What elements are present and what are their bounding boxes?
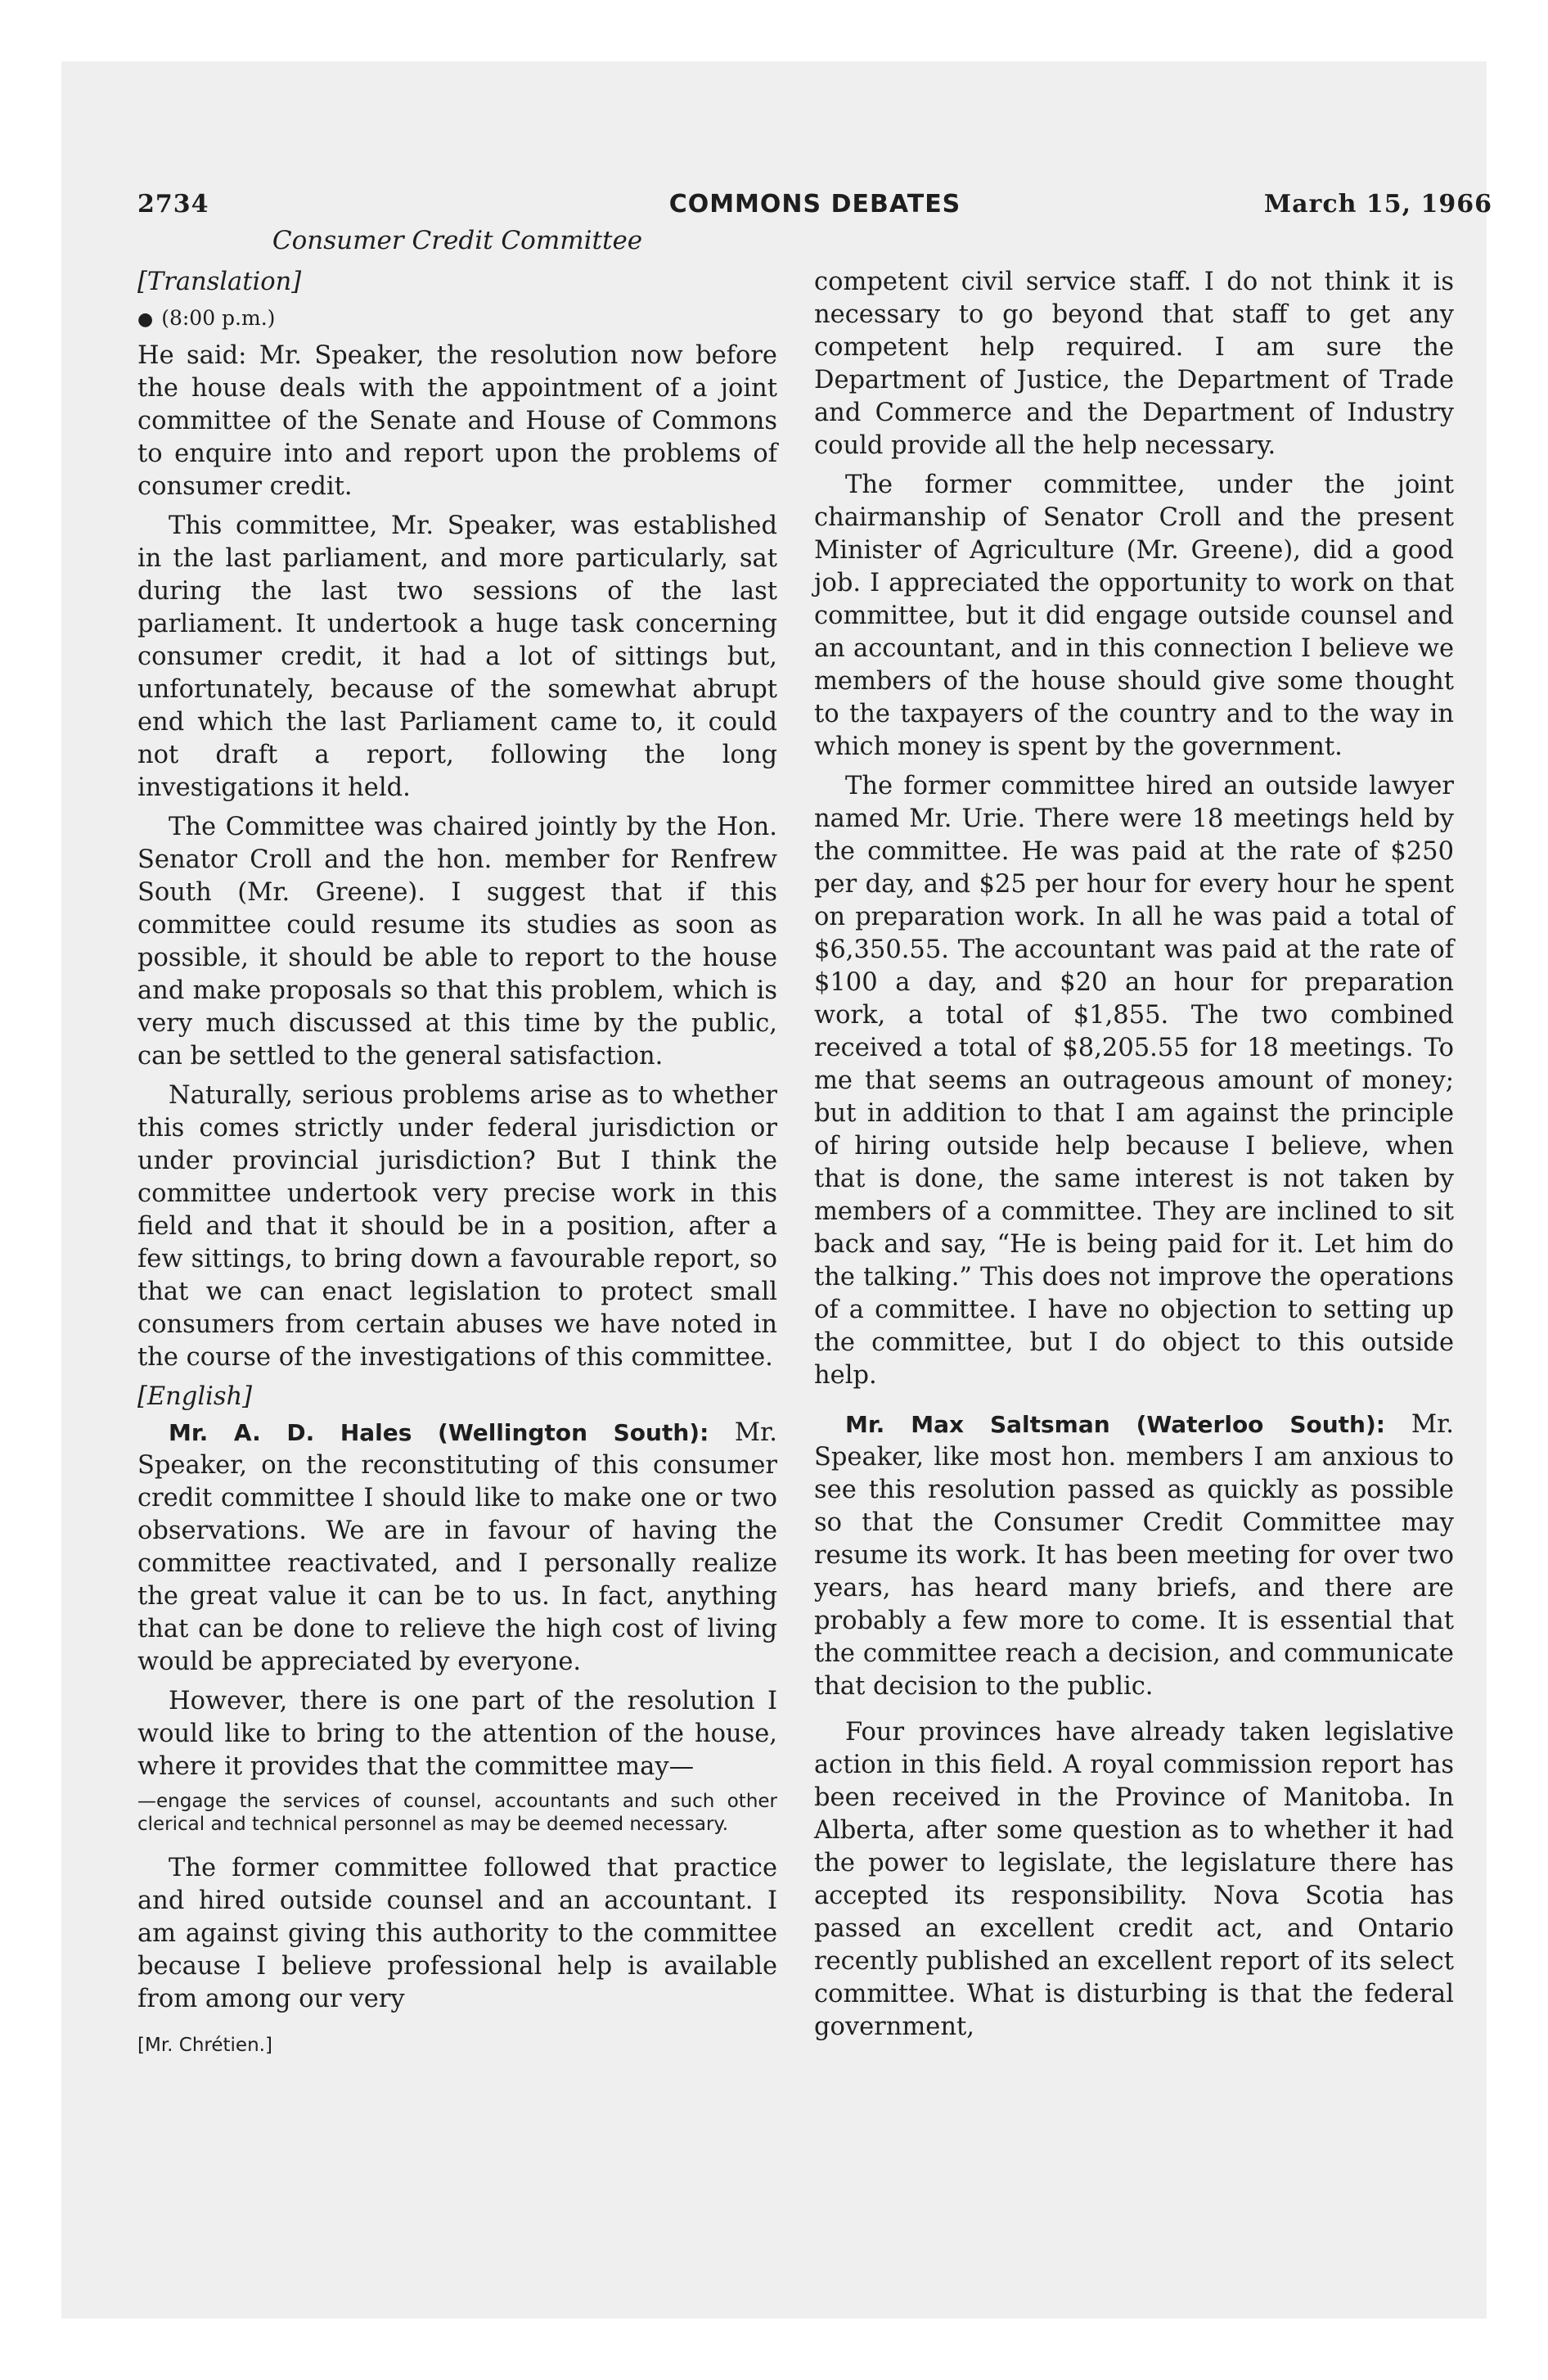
time-marker bbox=[137, 302, 777, 336]
time-marker-text: (8:00 p.m.) bbox=[161, 306, 276, 330]
paragraph: This committee, Mr. Speaker, was established in the last parliament, and more particularly, sat during the last two sessions of the last parliament. It undertook a huge task concerning consumer credit, it had a lot of sittings but, unfortunately, because of the somewhat abrupt end which the last Parliament came to, it could not draft a report, following the long investigations it held. bbox=[137, 512, 777, 802]
page-number: 2734 bbox=[137, 190, 209, 219]
issue-date: March 15, 1966 bbox=[1263, 190, 1492, 219]
speaker-name: Mr. Max Saltsman (Waterloo South): bbox=[845, 1411, 1385, 1438]
paragraph: The former committee hired an outside lawyer named Mr. Urie. There were 18 meetings held by the committee. He was paid at the rate of $250 per day, and $25 per hour for every hour he spent on preparation work. In all he was paid a total of $6,350.55. The accountant was paid at the rate of $100 a day, and $20 an hour for preparation work, a total of $1,855. The two combined received a total of $8,205.55 for 18 meetings. To me that seems an outrageous amount of money; but in addition to that I am against the principle of hiring outside help because I believe, when that is done, the same interest is not taken by members of a committee. They are inclined to sit back and say, “He is being paid for it. Let him do the talking.” This does not improve the operations of a committee. I have no objection to setting up the committee, but I do object to this outside help. bbox=[814, 772, 1454, 1390]
left-column bbox=[137, 266, 777, 2068]
page-signature: [Mr. Chrétien.] bbox=[137, 2035, 272, 2056]
translation-tag: [Translation] bbox=[137, 268, 302, 296]
speech-hales bbox=[137, 1417, 777, 1679]
paragraph: However, there is one part of the resolution I would like to bring to the attention of the house, where it provides that the committee may— bbox=[137, 1687, 777, 1781]
paragraph: He said: Mr. Speaker, the resolution now before the house deals with the appointment of a joint committee of the Senate and House of Commons to enquire into and report upon the problems of consumer credit. bbox=[137, 341, 777, 501]
speaker-name: Mr. A. D. Hales (Wellington South): bbox=[169, 1419, 709, 1446]
publication-title: COMMONS DEBATES bbox=[668, 190, 961, 219]
paragraph: The former committee, under the joint chairmanship of Senator Croll and the present Minister of Agriculture (Mr. Greene), did a good job. I appreciated the opportunity to work on that committee, but it did engage outside counsel and an accountant, and in this connection I believe we members of the house should give some thought to the taxpayers of the country and to the way in which money is spent by the government. bbox=[814, 471, 1454, 761]
page-header bbox=[137, 190, 1492, 229]
english-tag: [English] bbox=[137, 1382, 253, 1411]
right-column bbox=[814, 266, 1454, 2050]
paragraph: The Committee was chaired jointly by the Hon. Senator Croll and the hon. member for Renfrew South (Mr. Greene). I suggest that if this committee could resume its studies as soon as possible, it should be able to report to the house and make proposals so that this problem, which is very much discussed at this time by the public, can be settled to the general satisfaction. bbox=[137, 813, 777, 1071]
speech-saltsman bbox=[814, 1409, 1454, 1703]
section-heading: Consumer Credit Committee bbox=[272, 226, 643, 255]
speech-text: Mr. Speaker, on the reconstituting of this consumer credit committee I should like to make one or two observations. We are in favour of having the committee reactivated, and I personally realize the great value it can be to us. In fact, anything that can be done to relieve the high cost of living would be appreciated by everyone. bbox=[137, 1418, 777, 1676]
paragraph: Naturally, serious problems arise as to whether this comes strictly under federal jurisdiction or under provincial jurisdiction? But I think the committee undertook very precise work in this field and that it should be in a position, after a few sittings, to bring down a favourable report, so that we can enact legislation to protect small consumers from certain abuses we have noted in the course of the investigations of this committee. bbox=[137, 1081, 777, 1372]
paragraph: The former committee followed that practice and hired outside counsel and an accountant. I am against giving this authority to the committee because I believe professional help is available from among our very bbox=[137, 1854, 777, 2013]
speech-text: Mr. Speaker, like most hon. members I am anxious to see this resolution passed as quickly as possible so that the Consumer Credit Committee may resume its work. It has been meeting for over two years, has heard many briefs, and there are probably a few more to come. It is essential that the committee reach a decision, and communicate that decision to the public. bbox=[814, 1410, 1454, 1701]
bullet-icon: ● bbox=[137, 309, 154, 330]
paragraph: Four provinces have already taken legislative action in this field. A royal commission report has been received in the Province of Manitoba. In Alberta, after some question as to whether it had the power to legislate, the legislature there has accepted its responsibility. Nova Scotia has passed an excellent credit act, and Ontario recently published an excellent report of its select committee. What is disturbing is that the federal government, bbox=[814, 1718, 1454, 2041]
paragraph: competent civil service staff. I do not think it is necessary to go beyond that staff to get any competent help required. I am sure the Department of Justice, the Department of Trade and Commerce and the Department of Industry could provide all the help necessary. bbox=[814, 268, 1454, 460]
resolution-quote: —engage the services of counsel, accountants and such other clerical and technical personnel as may be deemed necessary. bbox=[137, 1791, 777, 1835]
